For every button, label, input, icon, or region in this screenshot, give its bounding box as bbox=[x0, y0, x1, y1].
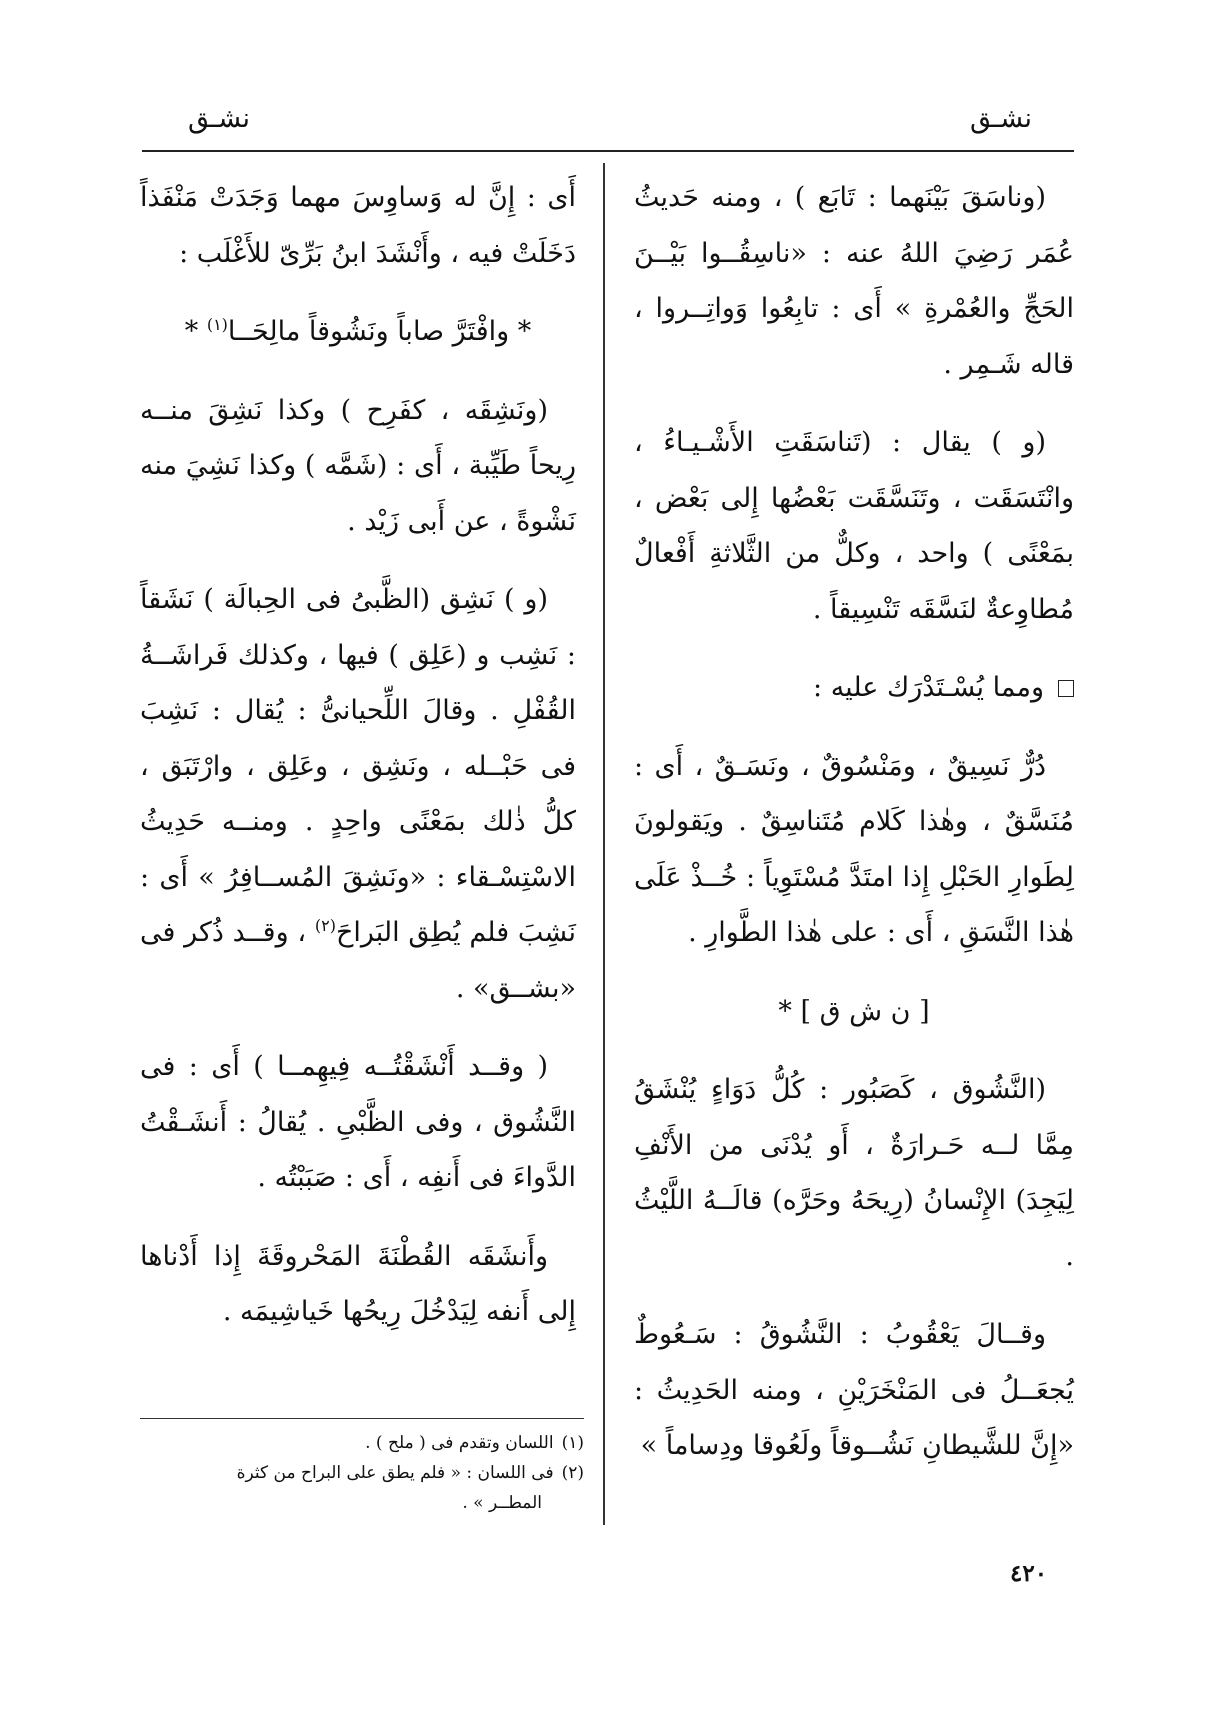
right-column bbox=[634, 170, 1074, 1474]
poetry-verse: * وافْتَرَّ صاباً ونَشُوقاً مالِحَــا$^{(١)}$ * bbox=[184, 315, 532, 347]
entry-paragraph: (و ) يقال : (تَناسَقَتِ الأَشْـيـاءُ ، وانْتَسَقَت ، وتَنَسَّقَت بَعْضُها إِلى بَعْض ، بمَعْنًى ) واحد ، وكلٌّ من الثَّلاثةِ أَفْعالٌ مُطاوِعةٌ لنَسَّقَه تَنْسِيقاً . bbox=[634, 427, 1074, 625]
footnote-2-continuation: المطــر » . bbox=[462, 1493, 542, 1513]
footnote-1: (١)اللسان وتقدم فى ( ملح ) . bbox=[365, 1433, 584, 1453]
entry-paragraph: (ونَشِقَه ، كفَرِح ) وكذا نَشِقَ منــه رِيحاً طَيِّبة ، أَى : (شَمَّه ) وكذا نَشِيَ منه نَشْوةً ، عن أَبى زَيْد . bbox=[140, 394, 576, 537]
page-number: ٤٢٠ bbox=[1010, 1560, 1048, 1587]
running-head-left: نشـق bbox=[188, 103, 251, 134]
entry-paragraph: أَى : إِنَّ له وَساوِسَ مهما وَجَدَتْ مَنْفَذاً دَخَلَتْ فيه ، وأَنْشَدَ ابنُ بَرِّىّ للأَغْلَب : bbox=[140, 182, 576, 269]
entry-paragraph: وقــالَ يَعْقُوبُ : النَّشُوقُ : سَـعُوطٌ يُجعَــلُ فى المَنْخَرَيْنِ ، ومنه الحَدِيثُ : «إِنَّ للشَّيطانِ نَشُــوقاً ولَعُوقا ودِساماً » bbox=[634, 1319, 1074, 1461]
entry-paragraph: ( وقــد أَنْشَقْتُــه فِيهِمــا ) أَى : فى النَّشُوق ، وفى الظَّبْىِ . يُقالُ : أَنشَـقْتُ الدَّواءَ فى أَنفِه ، أَى : صَبَبْتُه . bbox=[140, 1051, 576, 1193]
footnote-ref: (١) bbox=[206, 315, 228, 334]
running-head-right: نشـق bbox=[969, 103, 1032, 134]
entry-paragraph: (وناسَقَ بَيْنَهما : تَابَع ) ، ومنه حَديثُ عُمَر رَضِيَ اللهُ عنه : «ناسِقُــوا بَيْــنَ الحَجِّ والعُمْرةِ » أَى : تابِعُوا وَواتِــروا ، قاله شَـمِر . bbox=[634, 182, 1074, 380]
column-divider bbox=[603, 163, 605, 1525]
header-rule bbox=[142, 150, 1074, 152]
footnote-2: (٢)فى اللسان : « فلم يطق على البراح من كثرة bbox=[236, 1463, 584, 1483]
left-column bbox=[140, 170, 576, 1340]
footnote-rule bbox=[140, 1418, 584, 1419]
verse-star: * bbox=[184, 316, 199, 347]
entry-paragraph: (النَّشُوق ، كَصَبُور : كُلُّ دَوَاءٍ يُنْشَقُ مِمَّا لــه حَـرارَةٌ ، أَو يُدْنَى من الأَنْفِ لِيَجِدَ) الإِنْسانُ (رِيحَهُ وحَرَّه) قالَــهُ اللَّيْثُ . bbox=[634, 1074, 1074, 1272]
footnotes bbox=[140, 1428, 584, 1518]
footnote-ref: (٢) bbox=[314, 916, 336, 935]
entry-paragraph: وأَنشَقَه القُطْنَةَ المَحْروقَةَ إِذا أَدْناها إِلى أَنفه لِيَدْخُلَ رِيحُها خَياشِيمَه . bbox=[140, 1240, 576, 1327]
root-heading: [ ن ش ق ] * bbox=[778, 995, 930, 1027]
addendum-heading: ومما يُسْـتَدْرَك عليه : bbox=[634, 660, 1074, 716]
square-marker-icon bbox=[1058, 680, 1074, 697]
entry-paragraph: دُرٌّ نَسِيقٌ ، ومَنْسُوقٌ ، ونَسَـقٌ ، أَى : مُنَسَّقٌ ، وهٰذا كَلام مُتَناسِقٌ . ويَقولونَ لِطَوارِ الحَبْلِ إِذا امتَدَّ مُسْتَوِياً : خُــذْ عَلَى هٰذا النَّسَقِ ، أَى : على هٰذا الطَّوارِ . bbox=[634, 750, 1074, 948]
entry-paragraph: (و ) نَشِق (الظَّبىُ فى الحِبالَة ) نَشَقاً : نَشِب و (عَلِق ) فيها ، وكذلك فَراشَــةُ القُفْلِ . وقالَ اللِّحيانىُّ : يُقال : نَشِبَ فى حَبْــله ، ونَشِق ، وعَلِق ، وارْتَبَق ، كلُّ ذٰلك بمَعْنًى واحِدٍ . ومنــه حَدِيثُ الاسْتِسْـقاء : «ونَشِقَ المُســافِرُ » أَى : نَشِبَ فلم يُطِق البَراحَ$^{(٢)}$ ، وقــد ذُكر فى «بشــق» . bbox=[140, 584, 576, 1004]
